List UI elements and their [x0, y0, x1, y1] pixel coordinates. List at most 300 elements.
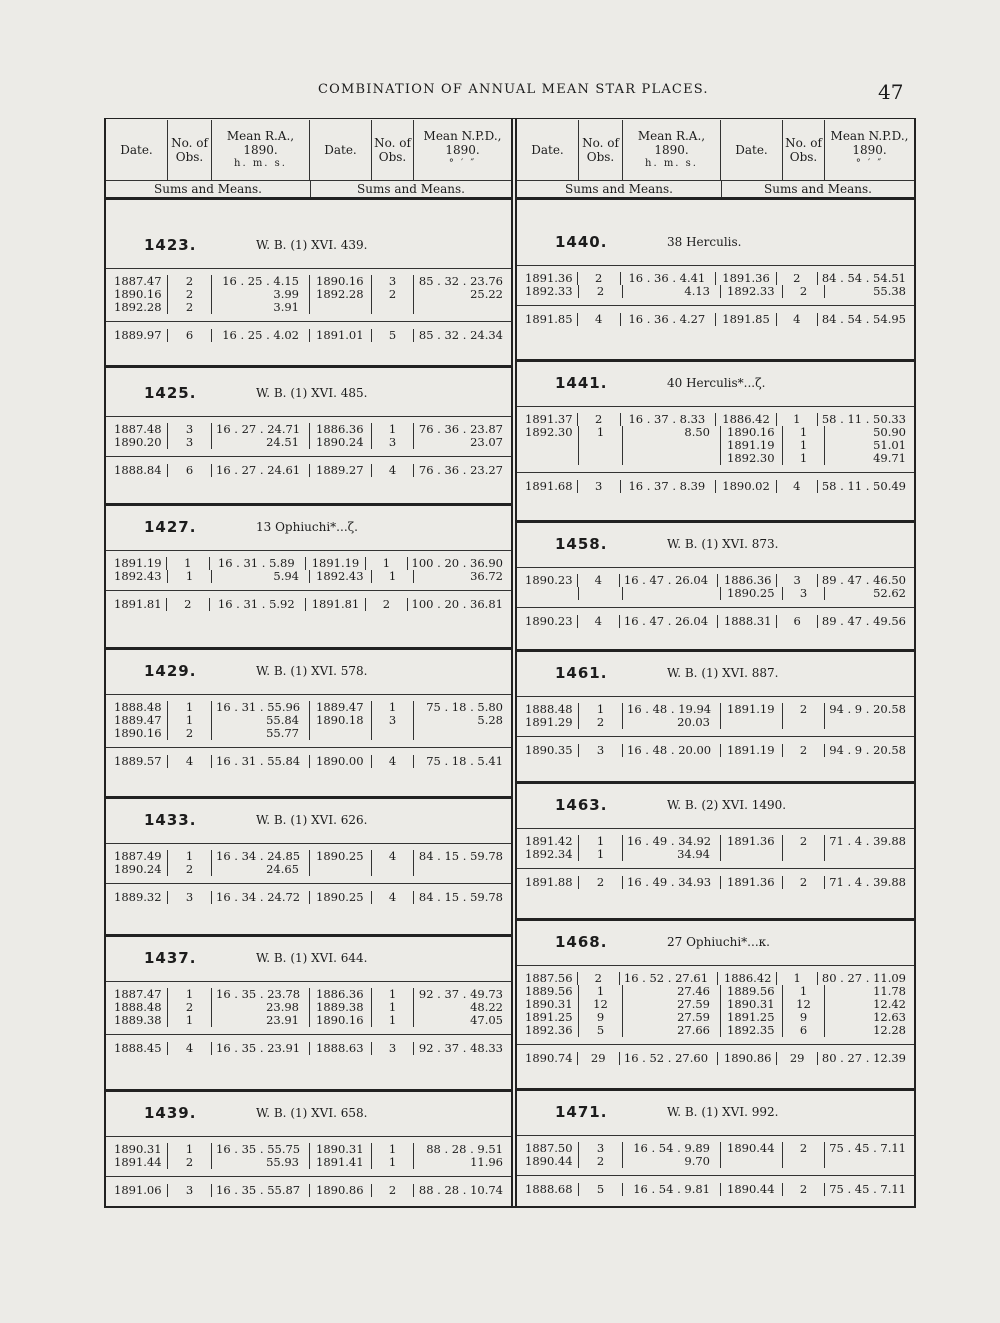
npd-header-line: 1890. — [852, 143, 887, 157]
obs-date: 1889.38 — [310, 1001, 372, 1014]
sum-date: 1890.25 — [310, 891, 372, 904]
obs-date: 1892.28 — [106, 301, 168, 314]
sum-date: 1889.97 — [106, 329, 168, 342]
mean-npd: 5.28 — [477, 713, 503, 727]
obs-date — [517, 439, 579, 452]
date-header-line: Date. — [120, 143, 153, 157]
obs-count — [372, 863, 414, 876]
obs-count: 1 — [372, 423, 414, 436]
mean-npd: 85 . 32 . 23.76 — [418, 274, 503, 288]
obs-date: 1890.31 — [106, 1143, 168, 1156]
mean-ra: 16 . 36 . 4.41 — [621, 272, 717, 285]
obs-count: 1 — [783, 452, 825, 465]
obs-count — [579, 452, 623, 465]
star-designation: W. B. (1) XVI. 887. — [667, 666, 779, 680]
obs-count: 2 — [168, 1001, 212, 1014]
mean-ra: 34.94 — [623, 848, 721, 861]
star-entry — [106, 1100, 511, 1206]
sum-npd: 100 . 20 . 36.81 — [411, 597, 503, 611]
observation-row — [106, 423, 511, 436]
star-designation: W. B. (1) XVI. 578. — [256, 664, 368, 678]
obs-count: 1 — [372, 1001, 414, 1014]
observation-rows — [106, 844, 511, 883]
sum-values — [106, 591, 511, 618]
obs-date: 1887.50 — [517, 1142, 579, 1155]
sums-and-means-label: Sums and Means. — [310, 180, 511, 197]
star-designation: 38 Herculis. — [667, 235, 742, 249]
observation-rows — [517, 697, 914, 736]
sums-and-means-label: Sums and Means. — [517, 180, 721, 197]
sum-count: 4 — [777, 480, 818, 493]
sum-date: 1890.74 — [517, 1052, 578, 1065]
obs-header-line: No. of — [582, 136, 619, 150]
mean-npd: 50.90 — [873, 425, 906, 439]
star-entry — [106, 807, 511, 937]
obs-count: 1 — [372, 701, 414, 714]
observation-row — [517, 716, 914, 729]
obs-count: 2 — [783, 835, 825, 848]
obs-count: 1 — [372, 570, 414, 583]
star-observations — [106, 416, 511, 484]
mean-npd: 92 . 37 . 49.73 — [418, 987, 503, 1001]
mean-npd: 88 . 28 . 9.51 — [426, 1142, 503, 1156]
obs-date: 1886.42 — [718, 972, 778, 985]
sum-date: 1889.57 — [106, 755, 168, 768]
obs-count: 12 — [579, 998, 623, 1011]
obs-count: 1 — [579, 835, 623, 848]
sum-values — [106, 1177, 511, 1204]
sum-count: 3 — [168, 891, 212, 904]
mean-npd: 71 . 4 . 39.88 — [829, 834, 906, 848]
star-title — [106, 514, 511, 544]
obs-count: 2 — [168, 288, 212, 301]
sum-values — [106, 1035, 511, 1062]
observation-row — [517, 413, 914, 426]
obs-date: 1889.56 — [721, 985, 783, 998]
obs-count: 3 — [777, 574, 817, 587]
observation-row — [517, 426, 914, 439]
observation-rows — [517, 966, 914, 1044]
observation-row — [517, 1155, 914, 1168]
obs-date: 1888.48 — [517, 703, 579, 716]
sum-date: 1891.06 — [106, 1184, 168, 1197]
obs-count: 1 — [372, 1156, 414, 1169]
star-entry — [517, 929, 914, 1091]
sum-and-mean-row — [517, 472, 914, 500]
mean-npd: 12.63 — [873, 1010, 906, 1024]
mean-ra: 9.70 — [623, 1155, 721, 1168]
observation-rows — [106, 551, 511, 590]
sum-date: 1890.35 — [517, 744, 579, 757]
observation-row — [106, 863, 511, 876]
obs-date: 1891.36 — [716, 272, 777, 285]
obs-count: 3 — [579, 1142, 623, 1155]
sum-date: 1888.63 — [310, 1042, 372, 1055]
sum-count: 2 — [372, 1184, 414, 1197]
date-header — [721, 120, 783, 180]
sum-and-mean-row — [106, 590, 511, 618]
sum-npd: 58 . 11 . 50.49 — [821, 479, 906, 493]
sum-and-mean-row — [106, 456, 511, 484]
sum-count: 2 — [783, 744, 825, 757]
observation-rows — [106, 417, 511, 456]
star-number: 1423. — [144, 236, 197, 254]
obs-date — [721, 716, 783, 729]
sum-count: 4 — [168, 755, 212, 768]
date-header — [310, 120, 372, 180]
star-number: 1440. — [555, 233, 608, 251]
page-header — [0, 80, 1000, 104]
obs-count: 1 — [168, 1143, 212, 1156]
star-designation: W. B. (1) XVI. 644. — [256, 951, 368, 965]
obs-count — [372, 301, 414, 314]
mean-ra: 27.66 — [623, 1024, 721, 1037]
mean-ra: 16 . 47 . 26.04 — [620, 574, 718, 587]
observation-rows — [517, 266, 914, 305]
star-number: 1468. — [555, 933, 608, 951]
obs-header — [579, 120, 623, 180]
ra-header — [212, 120, 310, 180]
sum-ra: 16 . 37 . 8.39 — [621, 480, 717, 493]
obs-date: 1887.47 — [106, 988, 168, 1001]
mean-npd: 11.96 — [470, 1155, 503, 1169]
obs-count: 1 — [777, 413, 818, 426]
mean-npd: 48.22 — [470, 1000, 503, 1014]
mean-ra: 55.93 — [212, 1156, 310, 1169]
sum-values — [517, 869, 914, 896]
mean-ra: 16 . 35 . 23.78 — [212, 988, 310, 1001]
obs-header-line: No. of — [785, 136, 822, 150]
obs-date: 1892.35 — [721, 1024, 783, 1037]
sum-npd: 94 . 9 . 20.58 — [829, 743, 906, 757]
obs-date: 1891.25 — [517, 1011, 579, 1024]
obs-date: 1890.31 — [310, 1143, 372, 1156]
obs-count: 1 — [372, 1014, 414, 1027]
star-title — [106, 945, 511, 975]
obs-count: 2 — [579, 716, 623, 729]
mean-npd: 75 . 45 . 7.11 — [829, 1141, 906, 1155]
obs-date: 1891.19 — [106, 557, 167, 570]
running-title: COMBINATION OF ANNUAL MEAN STAR PLACES. — [318, 82, 709, 97]
sum-date: 1888.68 — [517, 1183, 579, 1196]
obs-date: 1890.16 — [310, 275, 372, 288]
observation-row — [106, 701, 511, 714]
sum-ra: 16 . 48 . 20.00 — [623, 744, 721, 757]
obs-count: 1 — [372, 1143, 414, 1156]
obs-date: 1886.42 — [716, 413, 777, 426]
left-column-header — [106, 120, 511, 200]
observation-row — [106, 275, 511, 288]
observation-row — [517, 703, 914, 716]
mean-npd: 51.01 — [873, 438, 906, 452]
obs-count: 1 — [777, 972, 817, 985]
star-observations — [106, 550, 511, 618]
sum-and-mean-row — [106, 1176, 511, 1204]
mean-ra: 16 . 34 . 24.85 — [212, 850, 310, 863]
obs-count: 2 — [578, 413, 621, 426]
obs-count — [783, 848, 825, 861]
star-observations — [517, 696, 914, 764]
star-designation: W. B. (1) XVI. 658. — [256, 1106, 368, 1120]
obs-count: 2 — [168, 863, 212, 876]
npd-header-line: Mean N.P.D., — [830, 129, 909, 143]
obs-date: 1892.33 — [721, 285, 783, 298]
obs-count: 1 — [783, 426, 825, 439]
obs-count: 3 — [372, 714, 414, 727]
observation-row — [106, 557, 511, 570]
sum-count: 29 — [578, 1052, 620, 1065]
mean-npd — [414, 863, 511, 876]
mean-ra: 20.03 — [623, 716, 721, 729]
obs-header — [168, 120, 212, 180]
ra-header — [623, 120, 721, 180]
mean-ra — [623, 439, 721, 452]
sum-ra: 16 . 35 . 55.87 — [212, 1184, 310, 1197]
obs-date: 1890.44 — [721, 1142, 783, 1155]
star-title — [517, 229, 914, 259]
observation-row — [106, 1156, 511, 1169]
obs-count: 1 — [168, 714, 212, 727]
obs-count: 2 — [579, 285, 623, 298]
sum-count: 6 — [168, 329, 212, 342]
observation-row — [517, 835, 914, 848]
sum-and-mean-row — [106, 747, 511, 775]
obs-header-line: Obs. — [789, 150, 818, 164]
obs-count: 2 — [168, 301, 212, 314]
sum-date: 1890.44 — [721, 1183, 783, 1196]
obs-date: 1892.30 — [517, 426, 579, 439]
obs-header — [783, 120, 825, 180]
sum-count: 3 — [372, 1042, 414, 1055]
observation-rows — [517, 568, 914, 607]
obs-header-line: Obs. — [175, 150, 204, 164]
star-designation: W. B. (1) XVI. 873. — [667, 537, 779, 551]
star-observations — [106, 981, 511, 1062]
star-entry — [106, 658, 511, 799]
star-title — [106, 658, 511, 688]
obs-date: 1887.47 — [106, 275, 168, 288]
obs-date: 1886.36 — [310, 988, 372, 1001]
mean-npd: 89 . 47 . 46.50 — [821, 573, 906, 587]
sum-date: 1891.81 — [106, 598, 167, 611]
sum-ra: 16 . 31 . 5.92 — [210, 598, 306, 611]
observation-row — [517, 587, 914, 600]
mean-npd — [825, 716, 914, 729]
sum-npd: 84 . 54 . 54.95 — [821, 312, 906, 326]
sum-date: 1889.27 — [310, 464, 372, 477]
obs-date: 1891.25 — [721, 1011, 783, 1024]
obs-count: 3 — [372, 436, 414, 449]
mean-ra — [623, 452, 721, 465]
mean-ra: 23.98 — [212, 1001, 310, 1014]
observation-row — [106, 301, 511, 314]
ra-header-line: 1890. — [654, 143, 689, 157]
obs-date: 1890.25 — [310, 850, 372, 863]
mean-npd — [825, 1155, 914, 1168]
obs-header-line: Obs. — [378, 150, 407, 164]
obs-count: 2 — [372, 288, 414, 301]
obs-date: 1891.19 — [306, 557, 367, 570]
obs-date: 1890.24 — [310, 436, 372, 449]
obs-date: 1890.16 — [721, 426, 783, 439]
mean-ra: 16 . 52 . 27.61 — [620, 972, 718, 985]
obs-count: 2 — [783, 285, 825, 298]
obs-date — [517, 587, 579, 600]
obs-date: 1891.37 — [517, 413, 578, 426]
observation-row — [106, 1001, 511, 1014]
obs-count: 2 — [168, 1156, 212, 1169]
obs-count: 1 — [783, 439, 825, 452]
observation-rows — [106, 1137, 511, 1176]
obs-date: 1890.24 — [106, 863, 168, 876]
sum-and-mean-row — [517, 868, 914, 896]
sum-values — [106, 748, 511, 775]
star-observations — [517, 265, 914, 333]
obs-date: 1892.33 — [517, 285, 579, 298]
obs-date: 1890.18 — [310, 714, 372, 727]
observation-rows — [106, 695, 511, 747]
obs-header-line: No. of — [171, 136, 208, 150]
sum-and-mean-row — [517, 1175, 914, 1203]
obs-date: 1890.23 — [517, 574, 578, 587]
star-designation: 13 Ophiuchi*...ζ. — [256, 520, 358, 534]
sum-date: 1888.45 — [106, 1042, 168, 1055]
star-number: 1437. — [144, 949, 197, 967]
observation-row — [106, 988, 511, 1001]
star-title — [106, 232, 511, 262]
obs-count: 1 — [168, 1014, 212, 1027]
sum-ra: 16 . 52 . 27.60 — [620, 1052, 718, 1065]
sum-count: 2 — [167, 598, 210, 611]
mean-npd: 58 . 11 . 50.33 — [821, 412, 906, 426]
obs-count: 4 — [372, 850, 414, 863]
star-designation: W. B. (1) XVI. 992. — [667, 1105, 779, 1119]
sum-date: 1891.19 — [721, 744, 783, 757]
obs-count: 1 — [372, 988, 414, 1001]
date-header — [106, 120, 168, 180]
obs-date: 1890.20 — [106, 436, 168, 449]
sum-date: 1891.68 — [517, 480, 578, 493]
obs-count: 1 — [579, 848, 623, 861]
mean-npd: 11.78 — [873, 984, 906, 998]
sum-values — [517, 1176, 914, 1203]
obs-count: 2 — [578, 272, 621, 285]
observation-row — [106, 570, 511, 583]
observation-rows — [106, 982, 511, 1034]
sum-count: 4 — [372, 755, 414, 768]
mean-npd: 36.72 — [470, 569, 503, 583]
star-number: 1461. — [555, 664, 608, 682]
obs-date — [721, 1155, 783, 1168]
obs-date: 1891.36 — [721, 835, 783, 848]
obs-date: 1892.30 — [721, 452, 783, 465]
date-header-line: Date. — [531, 143, 564, 157]
obs-header — [372, 120, 414, 180]
star-designation: W. B. (1) XVI. 626. — [256, 813, 368, 827]
obs-count: 2 — [578, 972, 620, 985]
sum-count: 2 — [366, 598, 407, 611]
mean-ra: 16 . 37 . 8.33 — [621, 413, 717, 426]
sum-npd: 80 . 27 . 12.39 — [821, 1051, 906, 1065]
obs-count: 3 — [168, 423, 212, 436]
star-number: 1425. — [144, 384, 197, 402]
sum-values — [517, 608, 914, 635]
sums-and-means-label: Sums and Means. — [106, 180, 310, 197]
obs-count: 2 — [579, 1155, 623, 1168]
obs-count — [783, 1155, 825, 1168]
mean-ra: 5.94 — [212, 570, 310, 583]
sum-count: 4 — [777, 313, 818, 326]
mean-npd: 80 . 27 . 11.09 — [821, 971, 906, 985]
mean-npd: 47.05 — [470, 1013, 503, 1027]
sum-npd: 84 . 15 . 59.78 — [418, 890, 503, 904]
date-header-line: Date. — [735, 143, 768, 157]
observation-row — [517, 574, 914, 587]
obs-count: 1 — [167, 557, 210, 570]
obs-date: 1891.29 — [517, 716, 579, 729]
obs-date: 1892.43 — [310, 570, 372, 583]
sum-ra: 16 . 31 . 55.84 — [212, 755, 310, 768]
obs-date: 1890.16 — [106, 727, 168, 740]
sum-values — [106, 884, 511, 911]
star-observations — [517, 1135, 914, 1203]
obs-count: 2 — [168, 275, 212, 288]
star-observations — [517, 567, 914, 635]
star-observations — [517, 406, 914, 500]
star-observations — [517, 828, 914, 896]
sum-values — [106, 457, 511, 484]
mean-npd: 23.07 — [470, 435, 503, 449]
star-number: 1441. — [555, 374, 608, 392]
star-number: 1427. — [144, 518, 197, 536]
observation-row — [517, 1011, 914, 1024]
sum-count: 5 — [372, 329, 414, 342]
star-title — [517, 531, 914, 561]
mean-npd — [825, 848, 914, 861]
sum-count: 3 — [578, 480, 621, 493]
sum-npd: 85 . 32 . 24.34 — [418, 328, 503, 342]
sum-count: 29 — [777, 1052, 817, 1065]
sum-ra: 16 . 36 . 4.27 — [621, 313, 717, 326]
observation-row — [517, 1142, 914, 1155]
star-entry — [517, 531, 914, 652]
sum-npd: 75 . 45 . 7.11 — [829, 1182, 906, 1196]
observation-row — [517, 272, 914, 285]
mean-npd — [414, 301, 511, 314]
npd-header-line: Mean N.P.D., — [423, 129, 502, 143]
sum-ra: 16 . 49 . 34.93 — [623, 876, 721, 889]
mean-npd: 84 . 54 . 54.51 — [821, 271, 906, 285]
obs-date: 1890.16 — [106, 288, 168, 301]
obs-date: 1891.36 — [517, 272, 578, 285]
mean-ra: 16 . 27 . 24.71 — [212, 423, 310, 436]
obs-date: 1890.31 — [721, 998, 783, 1011]
ra-header-line: 1890. — [243, 143, 278, 157]
star-entry — [517, 229, 914, 362]
obs-count: 3 — [372, 275, 414, 288]
sum-and-mean-row — [106, 321, 511, 349]
obs-date: 1887.49 — [106, 850, 168, 863]
mean-ra: 16 . 31 . 55.96 — [212, 701, 310, 714]
observation-row — [517, 848, 914, 861]
obs-date — [310, 301, 372, 314]
obs-count: 1 — [366, 557, 407, 570]
sum-count: 4 — [372, 464, 414, 477]
npd-header-line: 1890. — [445, 143, 480, 157]
obs-count: 4 — [578, 574, 620, 587]
observation-row — [517, 985, 914, 998]
star-observations — [106, 843, 511, 911]
